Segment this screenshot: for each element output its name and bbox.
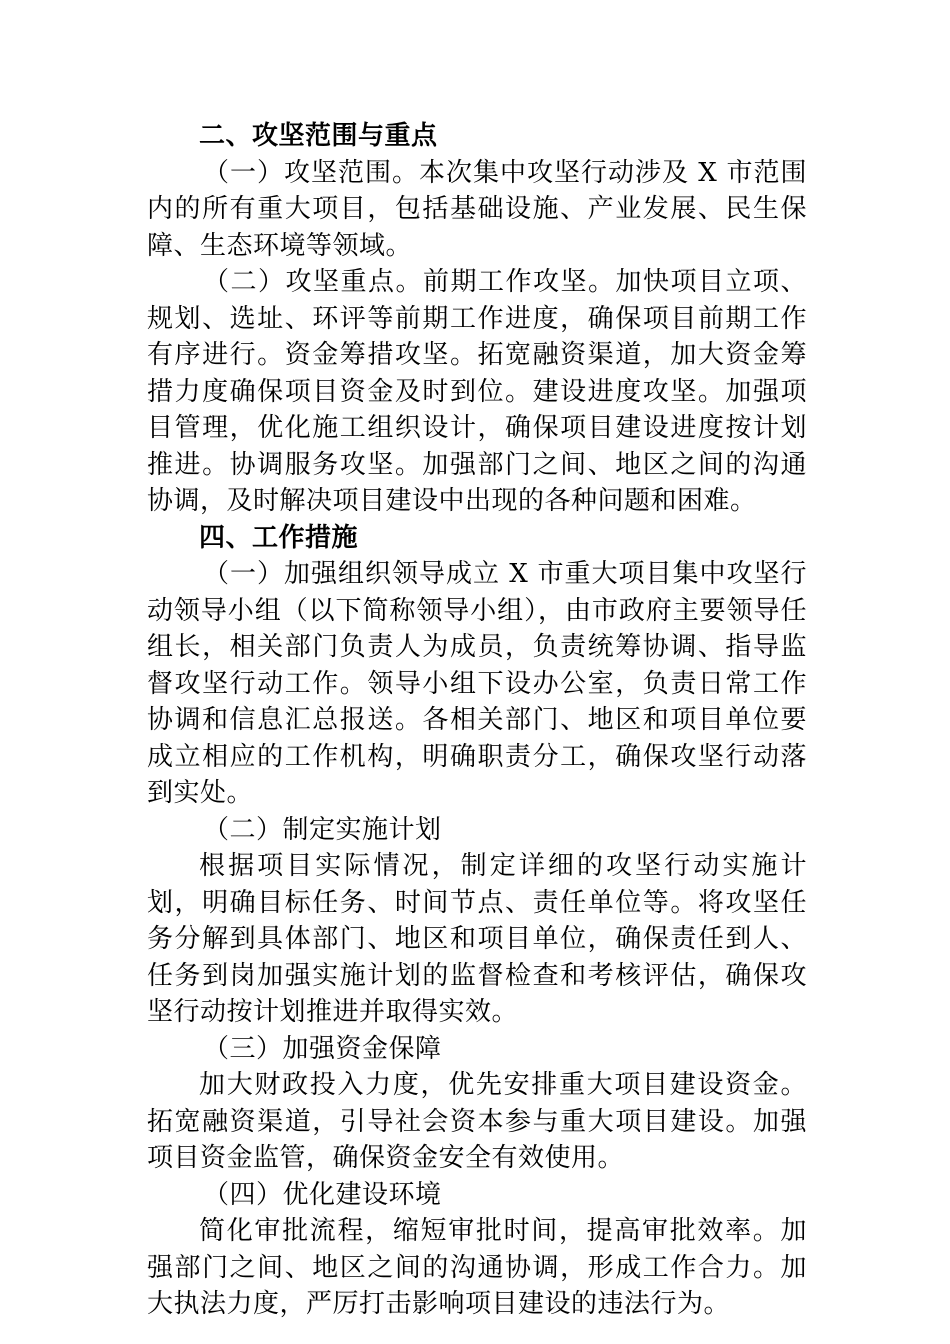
subsection-label-funding: （三）加强资金保障 — [203, 1033, 442, 1064]
paragraph-key-points: （二）攻坚重点。前期工作攻坚。加快项目立项、规划、选址、环评等前期工作进度，确保项目前期工作有序进行。资金筹措攻坚。拓宽融资渠道，加大资金筹措力度确保项目资金及时到位。建设进度攻坚。加强项目管理，优化施工组织设计，确保项目建设进度按计划推进。协调服务攻坚。加强部门之间、地区之间的沟通协调，及时解决项目建设中出现的各种问题和困难。 — [147, 267, 807, 516]
paragraph-plan: 根据项目实际情况，制定详细的攻坚行动实施计划，明确目标任务、时间节点、责任单位等。将攻坚任务分解到具体部门、地区和项目单位，确保责任到人、任务到岗加强实施计划的监督检查和考核评估，确保攻坚行动按计划推进并取得实效。 — [147, 851, 807, 1027]
document-body — [147, 118, 807, 1323]
section-heading-measures: 四、工作措施 — [199, 522, 359, 553]
section-heading-scope: 二、攻坚范围与重点 — [199, 121, 438, 151]
subsection-label-environment: （四）优化建设环境 — [203, 1179, 442, 1210]
paragraph-leadership: （一）加强组织领导成立 X 市重大项目集中攻坚行动领导小组（以下简称领导小组），由市政府主要领导任组长，相关部门负责人为成员，负责统筹协调、指导监督攻坚行动工作。领导小组下设办公室，负责日常工作协调和信息汇总报送。各相关部门、地区和项目单位要成立相应的工作机构，明确职责分工，确保攻坚行动落到实处。 — [147, 559, 807, 808]
paragraph-scope: （一）攻坚范围。本次集中攻坚行动涉及 X 市范围内的所有重大项目，包括基础设施、产业发展、民生保障、生态环境等领域。 — [147, 157, 807, 261]
paragraph-funding: 加大财政投入力度，优先安排重大项目建设资金。拓宽融资渠道，引导社会资本参与重大项目建设。加强项目资金监管，确保资金安全有效使用。 — [147, 1070, 807, 1173]
subsection-label-plan: （二）制定实施计划 — [203, 814, 442, 845]
paragraph-environment: 简化审批流程，缩短审批时间，提高审批效率。加强部门之间、地区之间的沟通协调，形成工作合力。加大执法力度，严厉打击影响项目建设的违法行为。 — [147, 1216, 807, 1319]
